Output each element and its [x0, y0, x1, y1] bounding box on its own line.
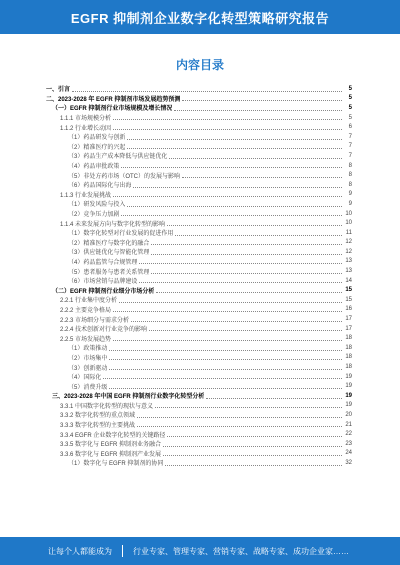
toc-leader-dots: [119, 301, 342, 303]
toc-entry-text: 2.2.1 行业集中度分析: [60, 298, 118, 305]
toc-leader-dots: [113, 339, 342, 341]
toc-leader-dots: [127, 138, 342, 140]
toc-page-number: 5: [348, 114, 352, 121]
toc-entry-text: 1.1.3 行业发展挑战: [60, 192, 112, 199]
toc-entry[interactable]: [68, 170, 352, 180]
toc-entry-text: 1.1.1 市场规模分析: [60, 116, 112, 123]
toc-leader-dots: [206, 397, 342, 399]
toc-entry-text: （1）政策推动: [68, 346, 108, 353]
toc-entry-text: （5）患者服务与患者关系管理: [68, 269, 150, 276]
toc-entry-text: （3）创新驱动: [68, 365, 108, 372]
toc-entry[interactable]: [68, 142, 352, 152]
toc-entry-text: （4）药品审批政策: [68, 164, 120, 171]
toc-page-number: 5: [348, 85, 352, 92]
toc-entry[interactable]: [68, 353, 352, 363]
toc-page-number: 22: [345, 431, 352, 438]
toc-entry-text: （6）药品国际化与出海: [68, 183, 132, 190]
toc-entry[interactable]: [60, 410, 352, 420]
toc-entry-text: （1）数字化转型对行业发展的促进作用: [68, 231, 174, 238]
toc-page-number: 7: [348, 143, 352, 150]
toc-entry-text: 3.3.2 数字化转型的重点领域: [60, 413, 136, 420]
toc-leader-dots: [121, 214, 342, 216]
toc-entry[interactable]: [60, 439, 352, 449]
toc-entry[interactable]: [68, 132, 352, 142]
toc-entry[interactable]: [46, 84, 352, 94]
toc-page-number: 5: [348, 95, 352, 102]
toc-entry-text: （4）药品监管与合规管理: [68, 259, 138, 266]
toc-entry[interactable]: [68, 238, 352, 248]
toc-page-number: 13: [345, 268, 352, 275]
toc-entry-text: 1.1.4 未来发展方向与数字化转型的影响: [60, 221, 166, 228]
toc-page-number: 18: [345, 335, 352, 342]
toc-leader-dots: [163, 445, 342, 447]
toc-leader-dots: [103, 377, 342, 379]
toc-entry[interactable]: [68, 362, 352, 372]
toc-entry-text: （2）精准医疗的兴起: [68, 144, 126, 151]
toc-page-number: 19: [345, 392, 352, 399]
toc-entry[interactable]: [52, 285, 352, 295]
toc-entry-text: 3.3.3 数字化转型的主要挑战: [60, 423, 136, 430]
report-title: EGFR 抑制剂企业数字化转型策略研究报告: [70, 10, 330, 26]
toc-page-number: 19: [345, 383, 352, 390]
toc-entry-text: （5）消费升级: [68, 384, 108, 391]
toc-entry[interactable]: [60, 295, 352, 305]
toc-entry-text: 二、2023-2028 年 EGFR 抑制剂市场发展趋势预测: [46, 96, 181, 103]
toc-page-number: 19: [345, 373, 352, 380]
toc-page-number: 24: [345, 450, 352, 457]
toc-leader-dots: [139, 281, 342, 283]
toc-entry[interactable]: [46, 94, 352, 104]
toc-entry[interactable]: [60, 401, 352, 411]
toc-entry[interactable]: [68, 343, 352, 353]
toc-page-number: 18: [345, 344, 352, 351]
toc-page-number: 5: [348, 104, 352, 111]
toc-entry-text: （4）国际化: [68, 375, 102, 382]
toc-entry-text: 3.3.6 数字化与 EGFR 抑制剂产业发展: [60, 451, 162, 458]
toc-page-number: 18: [345, 364, 352, 371]
toc-page-number: 11: [345, 229, 352, 236]
toc-leader-dots: [109, 349, 342, 351]
toc-entry[interactable]: [68, 372, 352, 382]
toc-entry[interactable]: [60, 190, 352, 200]
toc-page-number: 19: [345, 402, 352, 409]
toc-page-number: 15: [345, 296, 352, 303]
toc-entry-text: 3.3.4 EGFR 企业数字化转型的关键路径: [60, 432, 166, 439]
toc-entry[interactable]: [52, 103, 352, 113]
toc-entry-text: （二）EGFR 抑制剂行业细分市场分析: [52, 288, 155, 295]
toc-entry[interactable]: [60, 449, 352, 459]
toc-entry[interactable]: [68, 180, 352, 190]
toc-entry[interactable]: [68, 458, 352, 468]
toc-page-number: 6: [348, 124, 352, 131]
toc-entry[interactable]: [68, 209, 352, 219]
toc-entry-text: 2.2.3 市场细分与需求分析: [60, 317, 130, 324]
toc-leader-dots: [72, 90, 342, 92]
toc-leader-dots: [167, 435, 342, 437]
toc-entry[interactable]: [60, 324, 352, 334]
toc-page-number: 8: [348, 172, 352, 179]
toc-page-number: 7: [348, 133, 352, 140]
toc-entry[interactable]: [52, 391, 352, 401]
toc-leader-dots: [109, 368, 342, 370]
toc-entry-text: （2）精准医疗与数字化的融合: [68, 240, 150, 247]
toc-entry-text: 2.2.4 技术创新对行业竞争的影响: [60, 327, 148, 334]
toc-entry-text: 3.3.1 中国数字化转型的现状与意义: [60, 403, 154, 410]
toc-entry[interactable]: [60, 314, 352, 324]
toc-entry[interactable]: [60, 305, 352, 315]
toc-leader-dots: [127, 147, 342, 149]
toc-page-number: 20: [345, 411, 352, 418]
toc-page-number: 12: [345, 239, 352, 246]
toc-leader-dots: [149, 329, 342, 331]
toc-leader-dots: [163, 454, 342, 456]
header-bar: [0, 0, 400, 34]
toc-entry[interactable]: [60, 218, 352, 228]
toc-entry[interactable]: [68, 257, 352, 267]
toc-leader-dots: [131, 320, 342, 322]
toc-leader-dots: [182, 176, 342, 178]
toc-entry[interactable]: [68, 266, 352, 276]
toc-entry-text: 2.2.2 主要竞争格局: [60, 307, 112, 314]
toc-entry-text: 3.3.5 数字化与 EGFR 抑制剂业务融合: [60, 442, 162, 449]
toc-page-number: 32: [345, 459, 352, 466]
toc-entry-text: （3）供应链优化与智能化管理: [68, 250, 150, 257]
toc-page-number: 8: [348, 181, 352, 188]
toc-leader-dots: [165, 464, 342, 466]
toc-leader-dots: [175, 234, 342, 236]
toc-entry[interactable]: [68, 228, 352, 238]
toc-leader-dots: [151, 272, 342, 274]
toc-leader-dots: [169, 157, 342, 159]
toc-entry[interactable]: [60, 113, 352, 123]
toc-entry[interactable]: [68, 381, 352, 391]
toc-leader-dots: [182, 99, 342, 101]
toc-entry-text: 一、引言: [46, 87, 71, 94]
toc-leader-dots: [113, 118, 342, 120]
toc-leader-dots: [121, 166, 342, 168]
toc-page-number: 13: [345, 258, 352, 265]
toc-leader-dots: [113, 310, 342, 312]
toc-leader-dots: [155, 406, 342, 408]
toc-page-number: 12: [345, 248, 352, 255]
toc-page-number: 17: [345, 316, 352, 323]
toc-entry-text: （2）市场集中: [68, 355, 108, 362]
toc-leader-dots: [113, 128, 342, 130]
toc-entry-text: （6）市场营销与品牌建设: [68, 279, 138, 286]
toc-leader-dots: [151, 253, 342, 255]
toc-entry[interactable]: [68, 151, 352, 161]
footer-tagline: 行业专家、管理专家、营销专家、战略专家、成功企业家……: [133, 546, 349, 556]
toc-page-number: 10: [345, 210, 352, 217]
toc-leader-dots: [151, 243, 342, 245]
toc-page-number: 21: [345, 421, 352, 428]
toc-title: 内容目录: [175, 58, 224, 72]
toc-entry-text: （5）非处方药市场（OTC）的发展与影响: [68, 173, 181, 180]
toc-entry-text: 2.2.5 市场发展趋势: [60, 336, 112, 343]
toc-page-number: 7: [348, 152, 352, 159]
toc-page-number: 16: [345, 306, 352, 313]
toc-entry-text: （3）药品生产成本降低与供应链优化: [68, 154, 168, 161]
toc-leader-dots: [109, 387, 342, 389]
footer-slogan: 让每个人都能成为: [48, 546, 112, 556]
table-of-contents: [46, 84, 352, 468]
toc-leader-dots: [109, 358, 342, 360]
toc-entry[interactable]: [68, 247, 352, 257]
toc-entry-text: （2）竞争压力加剧: [68, 212, 120, 219]
toc-entry-text: （1）数字化与 EGFR 抑制剂的协同: [68, 461, 164, 468]
toc-leader-dots: [167, 224, 342, 226]
footer-bar: [0, 537, 400, 565]
toc-page-number: 15: [345, 287, 352, 294]
toc-leader-dots: [127, 205, 342, 207]
toc-page-number: 23: [345, 440, 352, 447]
toc-entry-text: （一）EGFR 抑制剂行业市场规模及增长情况: [52, 106, 173, 113]
toc-leader-dots: [113, 195, 342, 197]
toc-entry-text: 1.1.2 行业增长动因: [60, 125, 112, 132]
toc-entry[interactable]: [60, 333, 352, 343]
toc-leader-dots: [139, 262, 342, 264]
toc-leader-dots: [137, 416, 342, 418]
toc-entry[interactable]: [68, 161, 352, 171]
toc-leader-dots: [137, 425, 342, 427]
toc-entry[interactable]: [68, 199, 352, 209]
toc-entry-text: （1）研发风险与投入: [68, 202, 126, 209]
toc-page-number: 18: [345, 354, 352, 361]
toc-entry[interactable]: [60, 420, 352, 430]
toc-leader-dots: [133, 186, 342, 188]
toc-leader-dots: [156, 291, 342, 293]
toc-entry[interactable]: [60, 122, 352, 132]
toc-page-number: 9: [348, 200, 352, 207]
toc-page-number: 17: [345, 325, 352, 332]
footer-divider: [122, 545, 123, 557]
toc-page-number: 10: [345, 220, 352, 227]
toc-entry[interactable]: [68, 276, 352, 286]
toc-entry-text: （1）药品研发与创新: [68, 135, 126, 142]
toc-leader-dots: [174, 109, 342, 111]
toc-page-number: 9: [348, 191, 352, 198]
toc-entry-text: 三、2023-2028 年中国 EGFR 抑制剂行业数字化转型分析: [52, 394, 205, 401]
toc-page-number: 8: [348, 162, 352, 169]
toc-page-number: 14: [345, 277, 352, 284]
toc-entry[interactable]: [60, 429, 352, 439]
